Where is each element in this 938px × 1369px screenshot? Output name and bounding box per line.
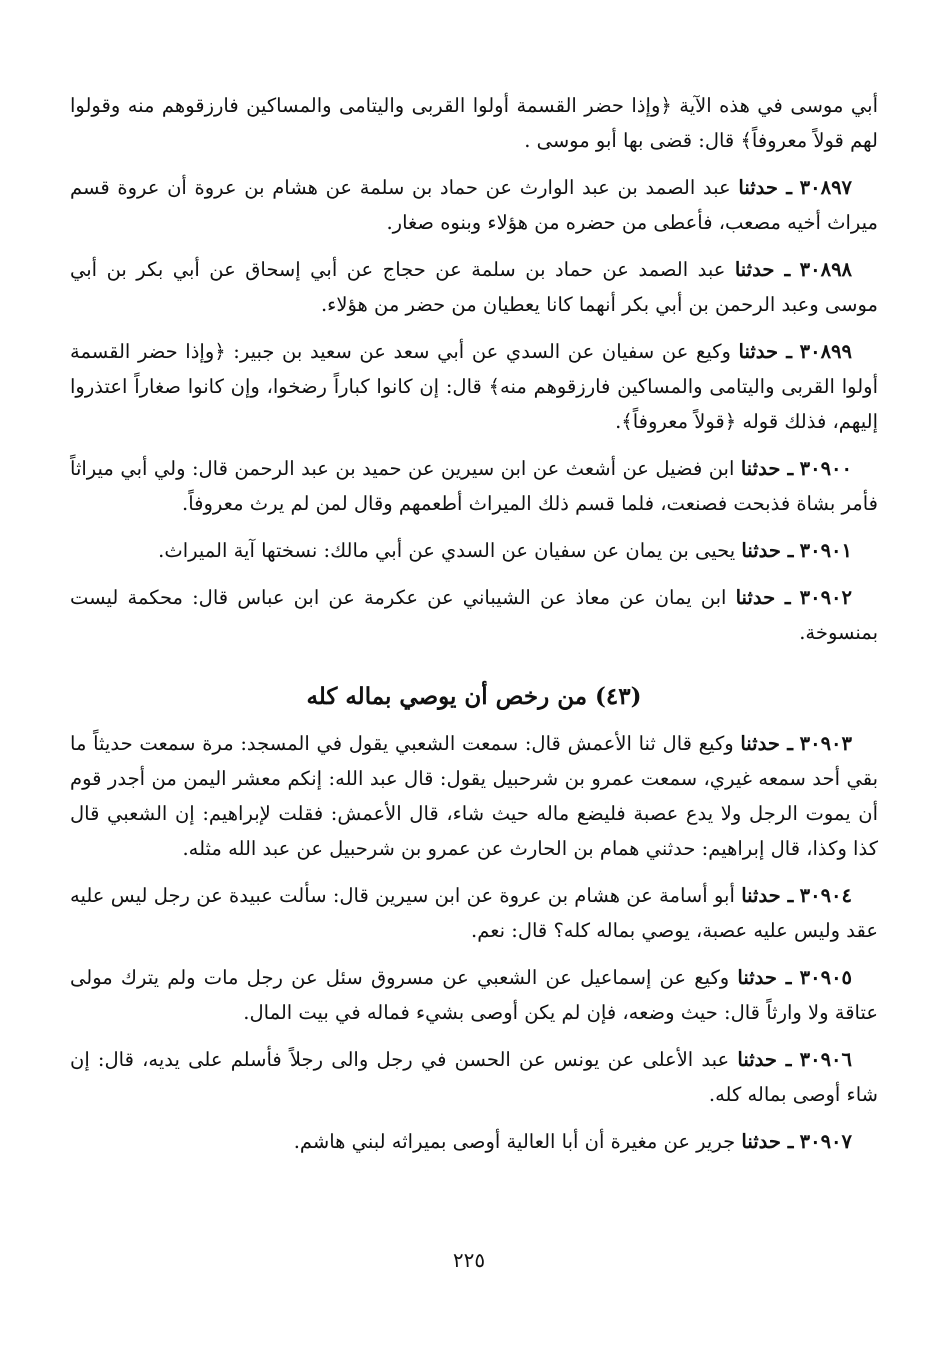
hadith-number: ٣٠٩٠٧ <box>799 1130 852 1153</box>
section-before-heading <box>70 88 878 650</box>
chapter-heading: (٤٣) من رخص أن يوصي بماله كله <box>306 683 642 710</box>
hadith-lead: ـ حدثنا <box>737 966 792 989</box>
hadith-lead: ـ حدثنا <box>741 1130 794 1153</box>
hadith-lead: ـ حدثنا <box>734 258 791 281</box>
hadith-text: وكيع عن سفيان عن السدي عن أبي سعد عن سعيد بن جبير: ﴿وإذا حضر القسمة أولوا القربى واليتامى والمساكين فارزقوهم منه﴾ قال: إن كانوا كباراً رضخوا، وإن كانوا صغاراً اعتذروا إليهم، فذلك قوله ﴿قولاً معروفاً﴾. <box>70 340 878 433</box>
hadith-number: ٣٠٨٩٨ <box>799 258 853 281</box>
hadith-lead: ـ حدثنا <box>738 340 793 363</box>
hadith-text: أبو أسامة عن هشام بن عروة عن ابن سيرين قال: سألت عبيدة عن رجل ليس عليه عقد وليس عليه عصبة، يوصي بماله كله؟ قال: نعم. <box>70 884 878 942</box>
hadith-text: عبد الصمد بن عبد الوارث عن حماد بن سلمة عن هشام بن عروة أن عروة قسم ميراث أخيه مصعب، فأعطى من حضره من هؤلاء وبنوه صغار. <box>70 176 878 234</box>
hadith-paragraph <box>70 1124 878 1159</box>
hadith-number: ٣٠٩٠٣ <box>799 732 853 755</box>
hadith-number: ٣٠٩٠٠ <box>799 457 852 480</box>
document-page <box>70 88 878 1171</box>
hadith-number: ٣٠٨٩٩ <box>799 340 853 363</box>
hadith-text: جرير عن مغيرة أن أبا العالية أوصى بميراثه لبني هاشم. <box>293 1130 736 1153</box>
section-after-heading <box>70 726 878 1159</box>
hadith-text: وكيع عن إسماعيل عن الشعبي عن مسروق سئل عن رجل مات ولم يترك مولى عتاقة ولا وارثاً قال: حيث وضعه، فإن لم يكن أوصى بشيء فماله في بيت المال. <box>70 966 878 1024</box>
hadith-paragraph <box>70 580 878 650</box>
page-number: ٢٢٥ <box>452 1248 486 1272</box>
hadith-number: ٣٠٩٠٥ <box>799 966 853 989</box>
hadith-paragraph <box>70 170 878 240</box>
hadith-text: ابن يمان عن معاذ عن الشيباني عن عكرمة عن ابن عباس قال: محكمة ليست بمنسوخة. <box>70 586 878 644</box>
hadith-text: أبي موسى في هذه الآية ﴿وإذا حضر القسمة أولوا القربى واليتامى والمساكين فارزقوهم منه وقولوا لهم قولاً معروفاً﴾ قال: قضى بها أبو موسى . <box>70 94 878 152</box>
hadith-lead: ـ حدثنا <box>740 732 793 755</box>
hadith-lead: ـ حدثنا <box>735 586 791 609</box>
hadith-lead: ـ حدثنا <box>737 1048 792 1071</box>
hadith-text: ابن فضيل عن أشعث عن ابن سيرين عن حميد بن عبد الرحمن قال: ولي أبي ميراثاً فأمر بشاة فذبحت فصنعت، فلما قسم ذلك الميراث أطعمهم وقال لمن لم يرث معروفاً. <box>70 457 878 515</box>
hadith-lead: ـ حدثنا <box>740 457 794 480</box>
hadith-paragraph <box>70 334 878 439</box>
hadith-paragraph <box>70 252 878 322</box>
hadith-lead: ـ حدثنا <box>741 539 794 562</box>
hadith-number: ٣٠٩٠٦ <box>799 1048 853 1071</box>
hadith-paragraph <box>70 960 878 1030</box>
hadith-paragraph <box>70 1042 878 1112</box>
hadith-paragraph <box>70 726 878 866</box>
hadith-lead: ـ حدثنا <box>741 884 794 907</box>
hadith-paragraph <box>70 88 878 158</box>
hadith-lead: ـ حدثنا <box>738 176 792 199</box>
hadith-number: ٣٠٩٠١ <box>799 539 852 562</box>
hadith-paragraph <box>70 533 878 568</box>
hadith-text: يحيى بن يمان عن سفيان عن السدي عن أبي مالك: نسختها آية الميراث. <box>158 539 736 562</box>
hadith-paragraph <box>70 878 878 948</box>
hadith-number: ٣٠٩٠٢ <box>799 586 853 609</box>
hadith-text: وكيع قال ثنا الأعمش قال: سمعت الشعبي يقول في المسجد: مرة سمعت حديثاً ما بقي أحد سمعه غيري، سمعت عمرو بن شرحبيل يقول: قال عبد الله: إنكم معشر اليمن من أجدر قوم أن يموت الرجل ولا يدع عصبة فليضع ماله حيث شاء، قال الأعمش: فقلت لإبراهيم: إن الشعبي قال كذا وكذا، قال إبراهيم: حدثني همام بن الحارث عن عمرو بن شرحبيل عن عبد الله مثله. <box>70 732 878 860</box>
hadith-paragraph <box>70 451 878 521</box>
hadith-text: عبد الصمد عن حماد بن سلمة عن حجاج عن أبي إسحاق عن أبي بكر بن أبي موسى وعبد الرحمن بن أبي بكر أنهما كانا يعطيان من حضر من هؤلاء. <box>70 258 878 316</box>
hadith-number: ٣٠٩٠٤ <box>799 884 852 907</box>
hadith-number: ٣٠٨٩٧ <box>799 176 853 199</box>
hadith-text: عبد الأعلى عن يونس عن الحسن في رجل والى رجلاً فأسلم على يديه، قال: إن شاء أوصى بماله كله. <box>70 1048 878 1106</box>
